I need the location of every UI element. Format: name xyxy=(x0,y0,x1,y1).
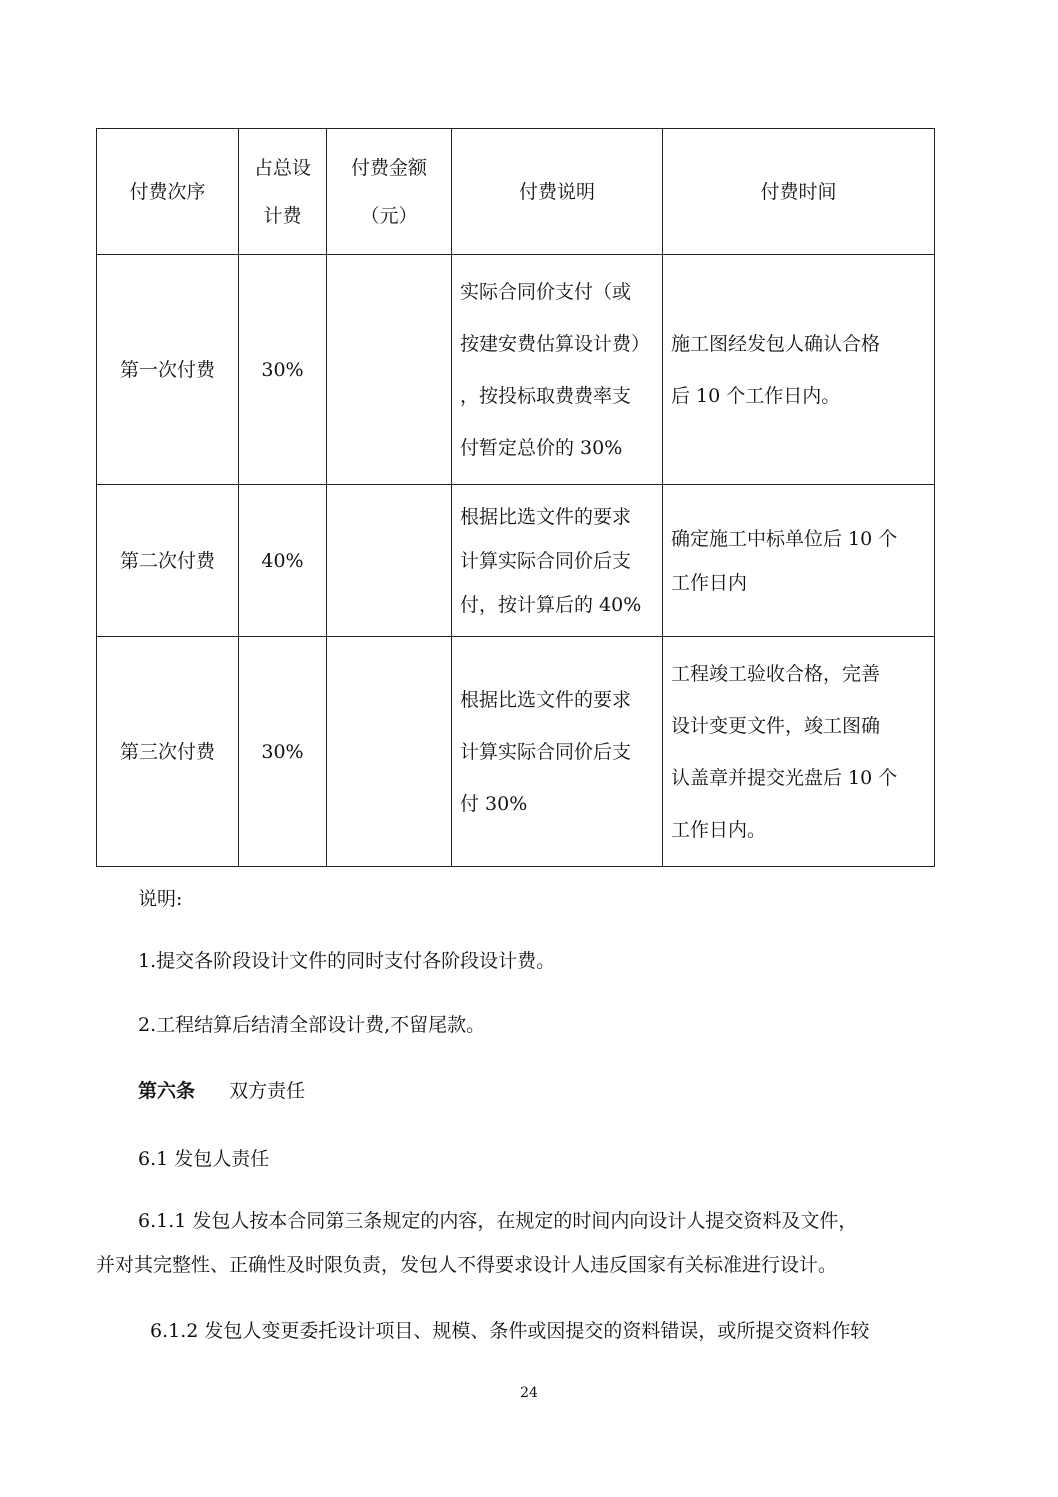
row-percent: 30% xyxy=(239,255,327,485)
section-6-1-2-line1: 6.1.2 发包人变更委托设计项目、规模、条件或因提交的资料错误，或所提交资料作较 xyxy=(150,1320,870,1342)
note-item-1: 1.提交各阶段设计文件的同时支付各阶段设计费。 xyxy=(138,950,556,972)
row-time: 确定施工中标单位后 10 个 工作日内 xyxy=(663,485,935,637)
table-row xyxy=(97,255,935,485)
table-row xyxy=(97,485,935,637)
row-amount xyxy=(327,485,452,637)
article-6-heading xyxy=(138,1076,305,1103)
header-amount: 付费金额 （元） xyxy=(327,129,452,255)
header-desc: 付费说明 xyxy=(452,129,663,255)
row-amount xyxy=(327,255,452,485)
header-percent: 占总设 计费 xyxy=(239,129,327,255)
note-item-2: 2.工程结算后结清全部设计费,不留尾款。 xyxy=(138,1014,486,1036)
row-order: 第二次付费 xyxy=(97,485,239,637)
row-percent: 40% xyxy=(239,485,327,637)
row-percent: 30% xyxy=(239,637,327,867)
row-desc: 根据比选文件的要求 计算实际合同价后支 付，按计算后的 40% xyxy=(452,485,663,637)
article-6-subtitle: 双方责任 xyxy=(229,1080,306,1102)
section-6-1-1-line2: 并对其完整性、正确性及时限负责，发包人不得要求设计人违反国家有关标准进行设计。 xyxy=(96,1254,838,1276)
row-time: 施工图经发包人确认合格 后 10 个工作日内。 xyxy=(663,255,935,485)
table-row xyxy=(97,637,935,867)
table-header-row xyxy=(97,129,935,255)
section-6-1-1-line1: 6.1.1 发包人按本合同第三条规定的内容，在规定的时间内向设计人提交资料及文件， xyxy=(138,1210,858,1232)
row-time: 工程竣工验收合格，完善 设计变更文件，竣工图确 认盖章并提交光盘后 10 个 工作日内。 xyxy=(663,637,935,867)
row-desc: 实际合同价支付（或 按建安费估算设计费） ，按投标取费费率支 付暂定总价的 30% xyxy=(452,255,663,485)
page-number: 24 xyxy=(520,1385,538,1401)
article-6-title: 第六条 xyxy=(138,1080,196,1102)
row-order: 第三次付费 xyxy=(97,637,239,867)
header-order: 付费次序 xyxy=(97,129,239,255)
header-time: 付费时间 xyxy=(663,129,935,255)
notes-heading: 说明: xyxy=(138,888,183,910)
row-order: 第一次付费 xyxy=(97,255,239,485)
section-6-1: 6.1 发包人责任 xyxy=(138,1148,270,1170)
row-desc: 根据比选文件的要求 计算实际合同价后支 付 30% xyxy=(452,637,663,867)
row-amount xyxy=(327,637,452,867)
payment-schedule-table xyxy=(96,128,935,867)
